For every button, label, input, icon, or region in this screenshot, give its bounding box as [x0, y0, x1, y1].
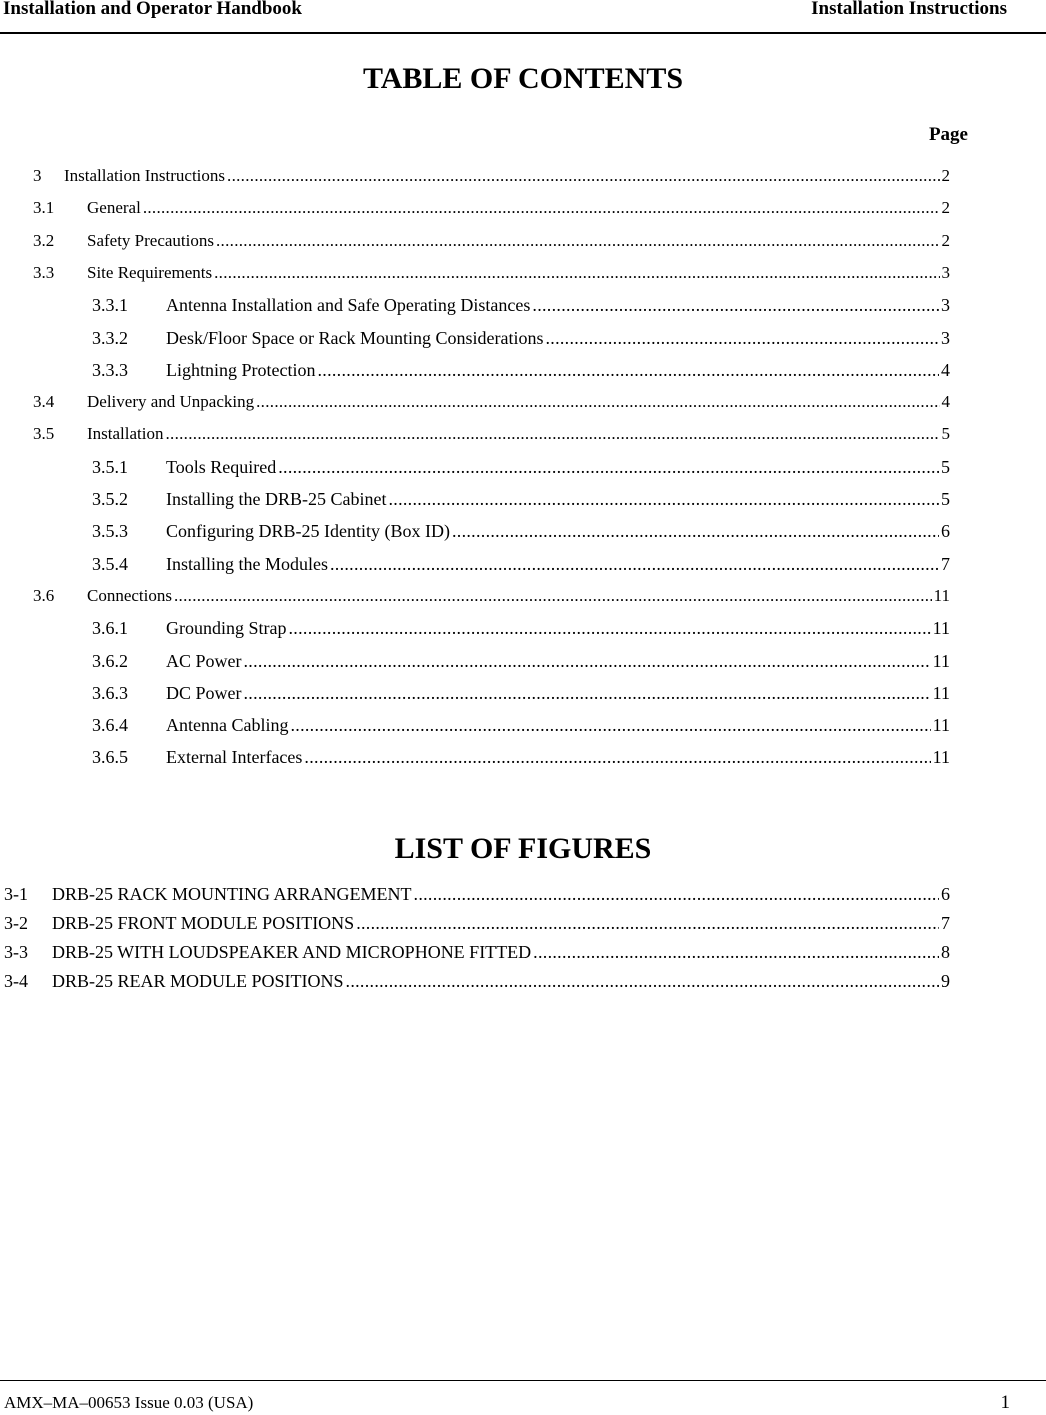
entry-page-number: 4 [941, 359, 950, 380]
toc-entry[interactable] [92, 328, 950, 352]
entry-title: External Interfaces [166, 747, 303, 768]
toc-entry[interactable] [92, 489, 950, 513]
entry-page-number: 5 [941, 456, 950, 477]
entry-number: 3.6.5 [92, 747, 128, 768]
entry-title: DRB-25 RACK MOUNTING ARRANGEMENT [52, 884, 412, 904]
entry-number: 3.6.3 [92, 682, 128, 703]
entry-number: 3.6.1 [92, 618, 128, 639]
entry-page-number: 9 [941, 971, 950, 991]
entry-number: 3-2 [4, 913, 28, 933]
toc-entry[interactable] [92, 457, 950, 481]
entry-number: 3-4 [4, 971, 28, 991]
entry-page-number: 7 [941, 553, 950, 574]
entry-title: Installation Instructions [64, 166, 226, 185]
footer-doc-id: AMX–MA–00653 Issue 0.03 (USA) [4, 1393, 254, 1412]
entry-title: AC Power [166, 650, 242, 671]
toc-entry[interactable] [92, 618, 950, 642]
entry-number: 3.1 [33, 198, 55, 218]
entry-title: DC Power [166, 682, 242, 703]
dot-leader [174, 586, 932, 606]
figures-title: LIST OF FIGURES [394, 832, 652, 865]
entry-page-number: 11 [932, 618, 950, 639]
dot-leader [452, 521, 939, 542]
entry-page-number: 5 [941, 489, 950, 509]
toc-entry[interactable] [92, 683, 950, 707]
entry-number: 3.5.3 [92, 521, 128, 542]
entry-title: Tools Required [166, 456, 277, 477]
toc-entry[interactable] [92, 747, 950, 771]
dot-leader [533, 942, 939, 963]
dot-leader [388, 489, 939, 510]
dot-leader [346, 971, 939, 992]
figure-entry[interactable] [4, 884, 950, 908]
toc-entry[interactable] [92, 651, 950, 675]
dot-leader [214, 263, 939, 283]
entry-number: 3.3.2 [92, 327, 128, 348]
dot-leader [278, 457, 939, 478]
entry-number: 3.5.2 [92, 489, 128, 509]
entry-title: Antenna Installation and Safe Operating Distances [166, 295, 531, 316]
header-left-title: Installation and Operator Handbook [3, 0, 302, 19]
dot-leader [165, 424, 939, 444]
footer-page-number: 1 [1000, 1392, 1010, 1413]
page-header [0, 0, 1046, 34]
entry-page-number: 5 [941, 424, 950, 444]
entry-title: DRB-25 REAR MODULE POSITIONS [52, 971, 344, 991]
toc-title: TABLE OF CONTENTS [362, 62, 684, 95]
entry-page-number: 11 [933, 585, 950, 605]
toc-entry[interactable] [33, 263, 950, 287]
dot-leader [244, 651, 931, 672]
entry-number: 3.3.1 [92, 295, 128, 316]
entry-title: Desk/Floor Space or Rack Mounting Considerations [166, 327, 544, 348]
entry-title: Lightning Protection [166, 359, 316, 380]
entry-title: Installing the Modules [166, 553, 328, 574]
entry-title: DRB-25 WITH LOUDSPEAKER AND MICROPHONE FITTED [52, 942, 532, 962]
entry-number: 3 [33, 166, 42, 185]
entry-page-number: 7 [941, 913, 950, 933]
dot-leader [545, 328, 939, 349]
entry-title: Site Requirements [87, 262, 213, 282]
header-right-title: Installation Instructions [811, 0, 1007, 19]
toc-entry[interactable] [92, 521, 950, 545]
entry-title: General [87, 198, 141, 218]
dot-leader [532, 295, 939, 316]
entry-title: DRB-25 FRONT MODULE POSITIONS [52, 913, 355, 933]
figure-entry[interactable] [4, 942, 950, 966]
figure-entry[interactable] [4, 971, 950, 995]
entry-number: 3-1 [4, 884, 28, 904]
figure-entry[interactable] [4, 913, 950, 937]
dot-leader [256, 392, 939, 412]
toc-entry[interactable] [92, 715, 950, 739]
entry-page-number: 2 [941, 166, 950, 185]
entry-number: 3.5 [33, 424, 55, 444]
entry-number: 3.6.4 [92, 715, 128, 736]
entry-page-number: 11 [932, 747, 950, 768]
toc-entry[interactable] [33, 198, 950, 222]
dot-leader [317, 360, 939, 381]
entry-page-number: 3 [941, 295, 950, 316]
toc-entry[interactable] [33, 231, 950, 255]
entry-number: 3.6 [33, 585, 55, 605]
entry-number: 3.5.1 [92, 456, 128, 477]
entry-page-number: 8 [941, 942, 950, 962]
entry-title: Antenna Cabling [166, 715, 289, 736]
page-footer [0, 1380, 1046, 1413]
dot-leader [143, 198, 940, 218]
toc-entry[interactable] [92, 295, 950, 319]
entry-number: 3.3 [33, 262, 55, 282]
entry-number: 3.5.4 [92, 553, 128, 574]
toc-entry[interactable] [92, 554, 950, 578]
entry-page-number: 3 [941, 262, 950, 282]
toc-entry[interactable] [33, 586, 950, 610]
entry-page-number: 11 [932, 682, 950, 703]
entry-page-number: 6 [941, 521, 950, 542]
entry-number: 3.3.3 [92, 359, 128, 380]
entry-title: Safety Precautions [87, 230, 214, 250]
entry-number: 3.6.2 [92, 650, 128, 671]
entry-page-number: 11 [932, 650, 950, 671]
dot-leader [244, 683, 931, 704]
entry-page-number: 2 [941, 198, 950, 218]
toc-entry[interactable] [33, 392, 950, 416]
entry-number: 3.2 [33, 230, 55, 250]
entry-number: 3-3 [4, 942, 28, 962]
dot-leader [227, 166, 939, 186]
dot-leader [414, 884, 939, 905]
entry-page-number: 3 [941, 327, 950, 348]
dot-leader [330, 554, 939, 575]
toc-page-label: Page [928, 124, 968, 145]
dot-leader [304, 747, 930, 768]
dot-leader [289, 618, 931, 639]
dot-leader [216, 231, 940, 251]
entry-title: Configuring DRB-25 Identity (Box ID) [166, 521, 450, 542]
entry-page-number: 4 [941, 392, 950, 412]
entry-title: Connections [87, 585, 172, 605]
entry-page-number: 11 [932, 715, 950, 736]
entry-number: 3.4 [33, 392, 55, 412]
toc-entry[interactable] [33, 424, 950, 448]
entry-title: Delivery and Unpacking [87, 392, 255, 412]
toc-entry[interactable] [92, 360, 950, 384]
dot-leader [290, 715, 930, 736]
entry-title: Installing the DRB-25 Cabinet [166, 489, 387, 509]
dot-leader [356, 913, 939, 934]
entry-title: Grounding Strap [166, 618, 287, 639]
entry-page-number: 6 [941, 884, 950, 904]
entry-title: Installation [87, 424, 164, 444]
toc-entry[interactable] [33, 166, 950, 190]
entry-page-number: 2 [941, 230, 950, 250]
